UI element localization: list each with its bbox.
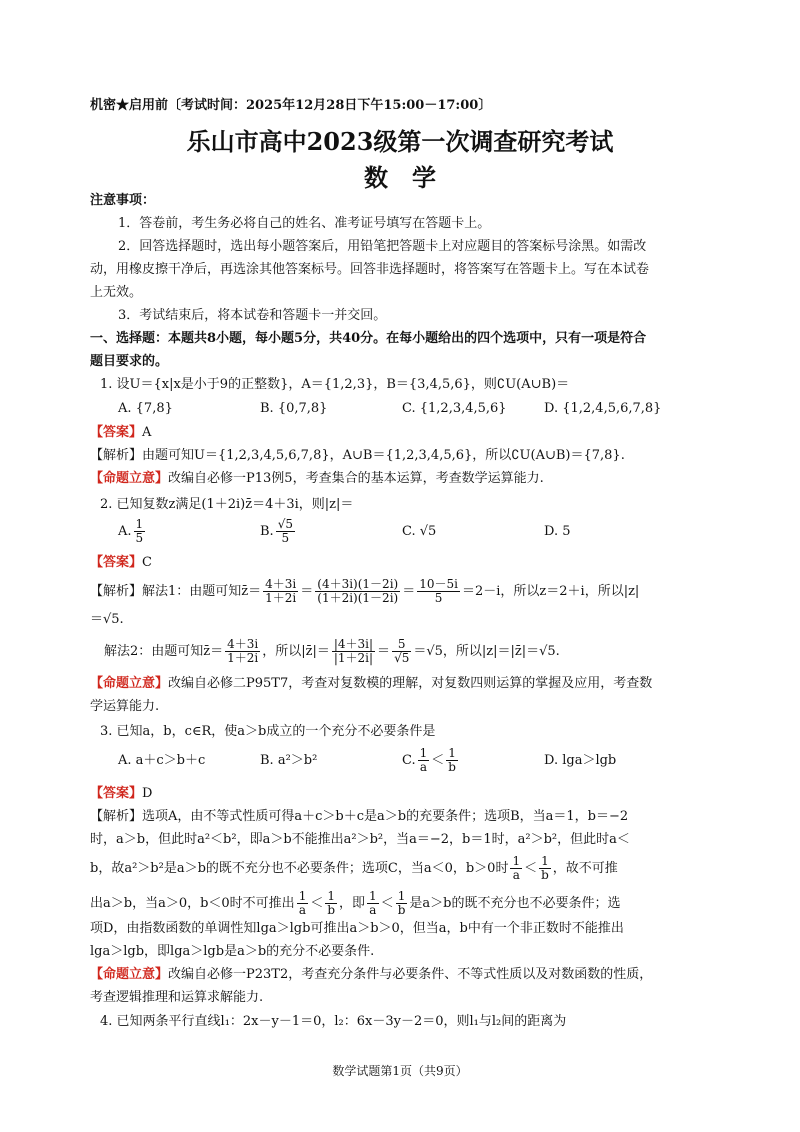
q2-options [118, 518, 571, 545]
subject-title: 数 学 [364, 163, 436, 192]
q3-analysis-6: lga＞lgb，即lga＞lgb是a＞b的充分不必要条件. [90, 944, 375, 959]
q1-options [118, 401, 661, 417]
q2-option-c: C. √5 [402, 524, 437, 540]
q3-option-d: D. lga＞lgb [544, 753, 617, 769]
q1-option-c: C. {1,2,3,4,5,6} [402, 401, 507, 416]
q2-intent-cont: 学运算能力. [90, 699, 160, 714]
q3-intent: 【命题立意】改编自必修一P23T2，考查充分条件与必要条件、不等式性质以及对数函数的性质， [90, 967, 653, 982]
q1-stem: 1. 设U＝{x|x是小于9的正整数}，A＝{1,2,3}，B＝{3,4,5,6}，则∁U(A∪B)＝ [100, 377, 570, 392]
q4-stem: 4. 已知两条平行直线l₁：2x－y－1＝0，l₂：6x－3y－2＝0，则l₁与l₂间的距离为 [100, 1014, 567, 1029]
note-1: 1．答卷前，考生务必将自己的姓名、准考证号填写在答题卡上。 [118, 216, 491, 231]
q3-analysis-2: 时，a＞b，但此时a²＜b²，即a＞b不能推出a²＞b²，当a＝−2，b＝1时，a²＞b²，但此时a＜ [90, 832, 630, 847]
q1-answer: 【答案】A [90, 425, 152, 440]
q2-answer: 【答案】C [90, 555, 152, 570]
q2-analysis-method-2: 解法2：由题可知z̄＝ $\frac{4+3i}{1+2i}$ ，所以|z̄|＝ $\frac{|4+3i|}{|1+2i|}$ ＝ $\frac{5}{√5}$ ＝√5，所以|z|＝|z̄|＝√5. [104, 637, 560, 666]
notes-heading: 注意事项： [90, 193, 156, 208]
q1-intent: 【命题立意】改编自必修一P13例5，考查集合的基本运算，考查数学运算能力. [90, 471, 544, 486]
note-3: 3．考试结束后，将本试卷和答题卡一并交回。 [118, 308, 387, 323]
q2-analysis-method-1: 【解析】解法1：由题可知z̄＝ $\frac{4+3i}{1+2i}$ ＝ $\frac{(4+3i)(1-2i)}{(1+2i)(1-2i)}$ ＝ $\frac{10-5i}{5}$ ＝2－i，所以z＝2＋i，所以|z| [90, 577, 640, 606]
exam-title: 乐山市高中2023级第一次调查研究考试 [186, 127, 614, 156]
q2-analysis-method-1-end: ＝√5. [90, 612, 124, 627]
q1-option-a: A. {7,8} [118, 401, 173, 416]
q3-option-a: A. a＋c＞b＋c [118, 753, 206, 769]
q3-option-b: B. a²＞b² [260, 753, 318, 769]
q3-analysis-1: 【解析】选项A，由不等式性质可得a＋c＞b＋c是a＞b的充要条件；选项B，当a＝1，b＝−2 [90, 809, 629, 824]
q2-option-a: A. $\frac{1}{5}$ [118, 517, 144, 546]
q3-intent-cont: 考查逻辑推理和运算求解能力. [90, 990, 264, 1005]
q2-stem: 2. 已知复数z满足(1＋2i)z̄＝4＋3i，则|z|＝ [100, 497, 354, 512]
section-heading-line-1: 一、选择题：本题共8小题，每小题5分，共40分。在每小题给出的四个选项中，只有一项是符合 [90, 331, 647, 346]
q2-intent: 【命题立意】改编自必修二P95T7，考查对复数模的理解，对复数四则运算的掌握及应用，考查数 [90, 676, 653, 691]
q2-option-b: B. $\frac{√5}{5}$ [260, 517, 293, 546]
q3-option-c: C. $\frac{1}{a}$ ＜ $\frac{1}{b}$ [402, 746, 456, 775]
q3-stem: 3. 已知a，b，c∈R，使a＞b成立的一个充分不必要条件是 [100, 724, 436, 739]
q3-analysis-5: 项D，由指数函数的单调性知lga＞lgb可推出a＞b＞0，但当a，b中有一个非正数时不能推出 [90, 921, 624, 936]
q1-option-d: D. {1,2,4,5,6,7,8} [544, 401, 662, 416]
q1-analysis: 【解析】由题可知U＝{1,2,3,4,5,6,7,8}，A∪B＝{1,2,3,4,5,6}，所以∁U(A∪B)＝{7,8}. [90, 448, 625, 463]
page-footer: 数学试题第1页（共9页） [332, 1064, 468, 1078]
secret-line: 机密★启用前〔考试时间：2025年12月28日下午15:00－17:00〕 [90, 98, 492, 113]
q2-option-d: D. 5 [544, 524, 571, 540]
q3-analysis-4: 出a＞b，当a＞0，b＜0时不可推出 $\frac{1}{a}$ ＜ $\frac{1}{b}$ ，即 $\frac{1}{a}$ ＜ $\frac{1}{b}$ 是a＞b的既不充分也不必要条件；选 [90, 889, 621, 918]
note-2-line-2: 动，用橡皮擦干净后，再选涂其他答案标号。回答非选择题时，将答案写在答题卡上。写在本试卷 [90, 262, 650, 277]
note-2-line-3: 上无效。 [90, 285, 143, 300]
section-heading-line-2: 题目要求的。 [90, 354, 169, 369]
q3-options [118, 747, 616, 774]
q1-option-b: B. {0,7,8} [260, 401, 328, 416]
q3-analysis-3: b，故a²＞b²是a＞b的既不充分也不必要条件；选项C，当a＜0，b＞0时 $\frac{1}{a}$ ＜ $\frac{1}{b}$ ，故不可推 [90, 854, 618, 883]
note-2-line-1: 2．回答选择题时，选出每小题答案后，用铅笔把答题卡上对应题目的答案标号涂黑。如需改 [118, 239, 647, 254]
q3-answer: 【答案】D [90, 786, 153, 801]
